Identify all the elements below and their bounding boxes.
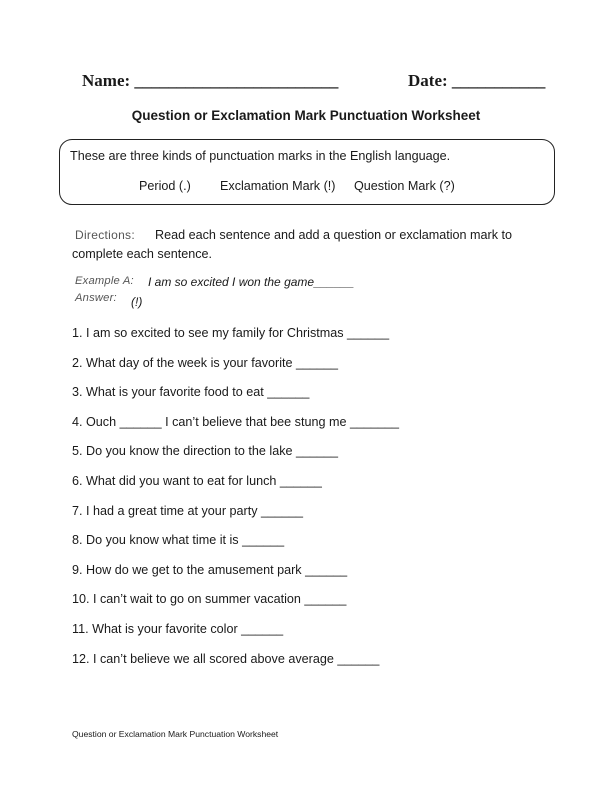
question-4: 4. Ouch ______ I can’t believe that bee stung me _______ (72, 415, 399, 429)
question-5: 5. Do you know the direction to the lake ______ (72, 444, 339, 458)
mark-exclamation: Exclamation Mark (!) (220, 179, 336, 193)
mark-period: Period (.) (139, 179, 191, 193)
worksheet-title: Question or Exclamation Mark Punctuation Worksheet (131, 108, 481, 123)
name-field-label: Name: ________________________ (82, 71, 339, 90)
question-12: 12. I can’t believe we all scored above average ______ (72, 652, 380, 666)
question-2: 2. What day of the week is your favorite ______ (72, 356, 339, 370)
question-9: 9. How do we get to the amusement park ______ (72, 563, 348, 577)
page-footer: Question or Exclamation Mark Punctuation Worksheet (72, 729, 279, 739)
directions-line-1: Read each sentence and add a question or exclamation mark to (155, 228, 513, 242)
question-3: 3. What is your favorite food to eat ______ (72, 385, 310, 399)
mark-question: Question Mark (?) (354, 179, 455, 193)
intro-text: These are three kinds of punctuation marks in the English language. (70, 149, 451, 163)
question-6: 6. What did you want to eat for lunch ______ (72, 474, 322, 488)
question-11: 11. What is your favorite color ______ (72, 622, 284, 636)
question-1: 1. I am so excited to see my family for Christmas ______ (72, 326, 390, 340)
date-field-label: Date: ___________ (408, 71, 546, 90)
directions-line-2: complete each sentence. (72, 247, 213, 261)
example-answer: (!) (131, 295, 143, 309)
answer-label: Answer: (75, 292, 117, 304)
question-7: 7. I had a great time at your party ______ (72, 504, 304, 518)
example-sentence: I am so excited I won the game______ (148, 275, 355, 289)
question-10: 10. I can’t wait to go on summer vacation ______ (72, 592, 347, 606)
directions-label: Directions: (75, 228, 135, 242)
question-8: 8. Do you know what time it is ______ (72, 533, 285, 547)
example-label: Example A: (75, 275, 134, 287)
